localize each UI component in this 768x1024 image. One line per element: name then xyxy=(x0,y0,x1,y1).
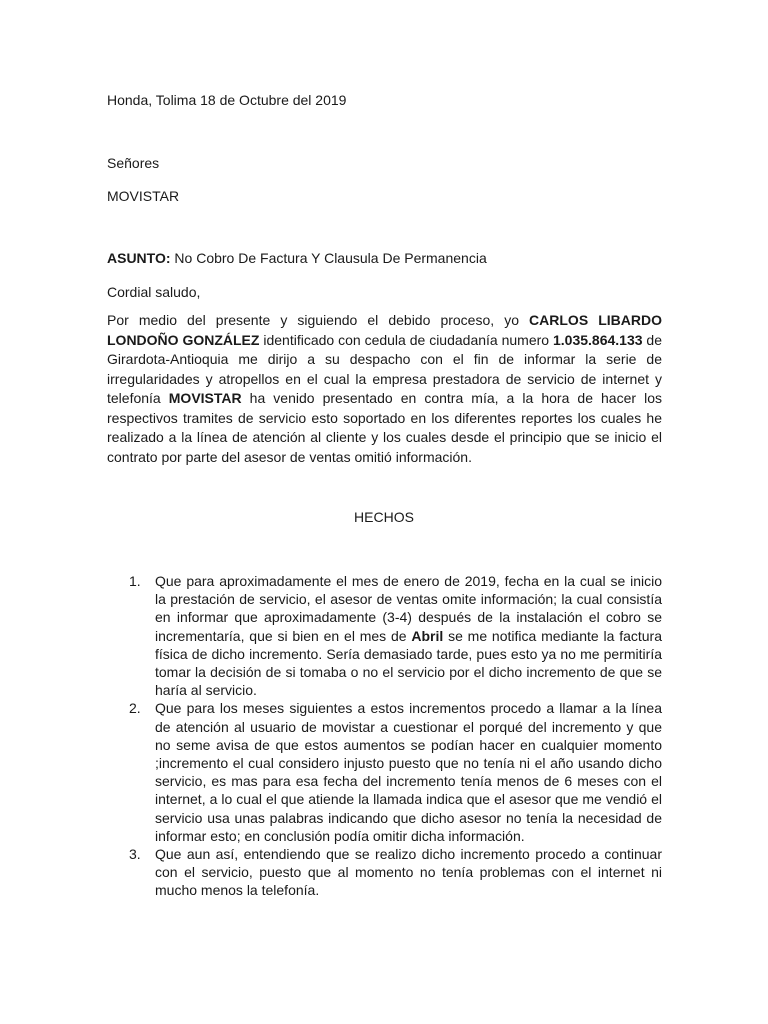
list-item-text: Que aun así, entendiendo que se realizo dicho incremento procedo a continuar con el servicio, puesto que al momento no tenía problemas con el internet ni mucho menos la telefonía. xyxy=(155,846,662,899)
list-item-number: 1. xyxy=(129,573,141,589)
intro-part2: identificado con cedula de ciudadanía numero xyxy=(259,331,553,348)
hechos-list xyxy=(107,572,662,900)
intro-part3: de Girardota-Antioquia me dirijo a su despacho con el fin de informar la serie de irregularidades y atropellos en el cual la empresa prestadora de servicio de internet y telefonía xyxy=(107,331,662,406)
list-item-text: Que para los meses siguientes a estos incrementos procedo a llamar a la línea de atención al usuario de movistar a cuestionar el porqué del incremento y que no seme avisa de que estos aumentos se podían hacer en cualquier momento ;incremento el cual considero injusto puesto que no tenía ni el año usando dicho servicio, es mas para esa fecha del incremento tenía menos de 6 meses con el internet, a lo cual el que atiende la llamada indica que el asesor que me vendió el servicio usa unas palabras indicando que dicho asesor no tenía la necesidad de informar esto; en conclusión podía omitir dicha información. xyxy=(155,700,662,844)
recipient-title: Señores xyxy=(107,155,160,171)
recipient-name: MOVISTAR xyxy=(107,188,180,204)
list-item xyxy=(129,699,662,845)
subject-text: No Cobro De Factura Y Clausula De Permanencia xyxy=(170,250,487,266)
sender-name: CARLOS LIBARDO LONDOÑO GONZÁLEZ xyxy=(107,312,662,348)
section-heading: HECHOS xyxy=(354,509,414,525)
company-name: MOVISTAR xyxy=(168,390,242,406)
intro-part4: ha venido presentado en contra mía, a la hora de hacer los respectivos tramites de servicio esto soportado en los diferentes reportes los cuales he realizado a la línea de atención al cliente y los cuales desde el principio que se inicio el contrato por parte del asesor de ventas omitió información. xyxy=(107,390,662,465)
id-number: 1.035.864.133 xyxy=(552,331,643,348)
list-item xyxy=(129,572,662,699)
list-item-text: se me notifica mediante la factura física de dicho incremento. Sería demasiado tarde, pues esto ya no me permitiría tomar la decisión de si tomaba o no el servicio por el dicho incremento de que se haría al servicio. xyxy=(155,627,662,699)
list-item-text: Que para aproximadamente el mes de enero de 2019, fecha en la cual se inicio la prestación de servicio, el asesor de ventas omite información; la cual consistía en informar que aproximadamente (3-4) después de la instalación el cobro se incrementaría, que si bien en el mes de xyxy=(155,573,662,644)
subject-line xyxy=(107,249,487,267)
intro-part1: Por medio del presente y siguiendo el debido proceso, yo xyxy=(107,312,530,328)
list-item-bold: Abril xyxy=(411,627,444,644)
intro-paragraph xyxy=(107,311,662,467)
list-item-number: 2. xyxy=(129,700,141,717)
place-date: Honda, Tolima 18 de Octubre del 2019 xyxy=(107,92,347,108)
list-item-number: 3. xyxy=(129,846,141,863)
subject-label: ASUNTO: xyxy=(107,250,171,266)
list-item xyxy=(129,845,662,900)
greeting: Cordial saludo, xyxy=(107,284,201,300)
